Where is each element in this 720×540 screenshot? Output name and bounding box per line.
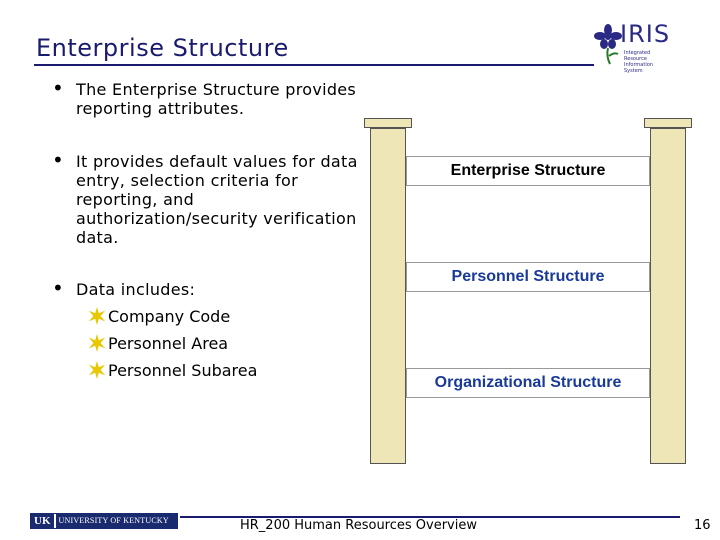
footer-course-text: HR_200 Human Resources Overview bbox=[240, 518, 477, 533]
bullet-text: It provides default values for data entry, selection criteria for reporting, and authorization/security verification data. bbox=[76, 152, 358, 247]
page-number: 16 bbox=[694, 518, 711, 533]
bullet-marker: • bbox=[52, 276, 64, 300]
bullet-marker: • bbox=[52, 148, 64, 172]
iris-logo bbox=[594, 20, 674, 74]
sub-item bbox=[88, 360, 257, 380]
level-label: Enterprise Structure bbox=[450, 162, 606, 179]
sub-item bbox=[88, 333, 228, 353]
starburst-icon bbox=[88, 307, 106, 325]
logo-subtitle: Integrated Resource Information System bbox=[624, 50, 653, 74]
sub-item-label: Personnel Area bbox=[108, 333, 229, 353]
starburst-icon bbox=[88, 334, 106, 352]
level-personnel-structure bbox=[406, 262, 650, 292]
university-name: UNIVERSITY OF KENTUCKY bbox=[56, 514, 178, 528]
university-mark: UK bbox=[31, 514, 54, 528]
right-post bbox=[650, 128, 686, 464]
level-organizational-structure bbox=[406, 368, 650, 398]
sub-item-label: Company Code bbox=[108, 306, 231, 326]
title-underline bbox=[34, 64, 594, 66]
bullet-marker: • bbox=[52, 76, 64, 100]
university-logo bbox=[30, 513, 178, 529]
right-post-cap bbox=[644, 118, 692, 128]
bullet-text: The Enterprise Structure provides reporting attributes. bbox=[76, 80, 357, 118]
slide-title: Enterprise Structure bbox=[36, 34, 289, 62]
bullet-text: Data includes: bbox=[76, 280, 196, 299]
sub-item bbox=[88, 306, 230, 326]
starburst-icon bbox=[88, 361, 106, 379]
iris-flower-icon bbox=[594, 22, 622, 66]
logo-text: IRIS bbox=[620, 20, 671, 48]
level-label: Personnel Structure bbox=[451, 268, 605, 285]
level-enterprise-structure bbox=[406, 156, 650, 186]
left-post bbox=[370, 128, 406, 464]
level-label: Organizational Structure bbox=[434, 374, 622, 391]
sub-item-label: Personnel Subarea bbox=[108, 360, 258, 380]
left-post-cap bbox=[364, 118, 412, 128]
